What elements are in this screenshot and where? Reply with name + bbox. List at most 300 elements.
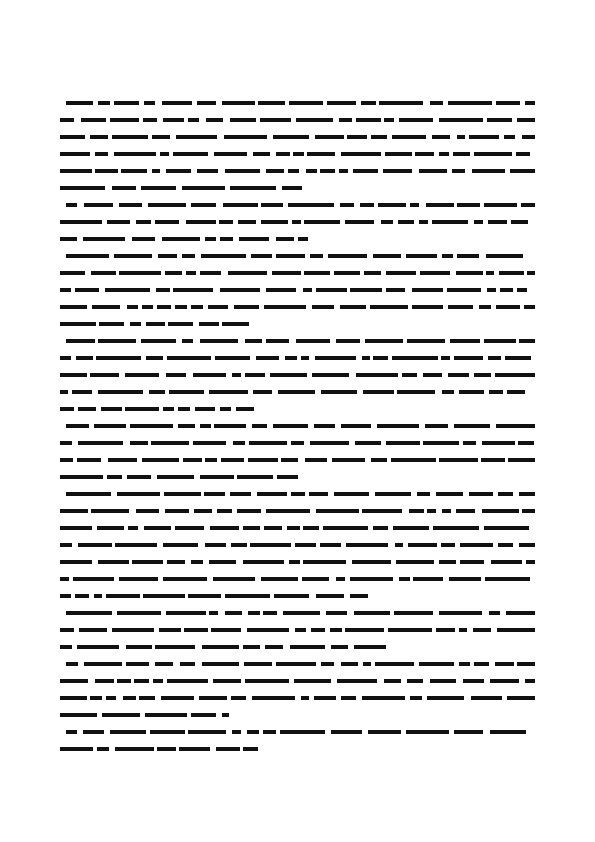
text-block: [296, 339, 330, 343]
text-block: [193, 373, 226, 377]
text-block: [98, 339, 136, 343]
text-block: [439, 560, 456, 564]
text-block: [90, 135, 108, 139]
text-block: [76, 356, 93, 360]
text-block: [84, 203, 113, 207]
text-block: [450, 339, 480, 343]
text-block: [460, 543, 493, 547]
text-block: [220, 407, 231, 411]
text-block: [209, 560, 236, 564]
text-block: [60, 645, 72, 649]
text-block: [507, 696, 535, 700]
text-block: [249, 441, 287, 445]
text-block: [95, 152, 108, 156]
text-block: [526, 560, 535, 564]
text-block: [430, 101, 443, 105]
text-block: [423, 441, 459, 445]
text-block: [110, 118, 139, 122]
text-block: [287, 526, 300, 530]
text-block: [130, 441, 148, 445]
text-block: [278, 390, 315, 394]
text-block: [511, 220, 528, 224]
text-block: [499, 271, 524, 275]
text-block: [505, 356, 531, 360]
text-block: [143, 118, 157, 122]
text-block: [159, 628, 181, 632]
text-block: [301, 356, 309, 360]
text-line: [60, 266, 535, 283]
text-block: [397, 390, 435, 394]
text-block: [248, 611, 260, 615]
text-block: [264, 526, 282, 530]
text-block: [306, 169, 317, 173]
text-block: [510, 169, 535, 173]
text-block: [391, 458, 436, 462]
text-block: [225, 594, 270, 598]
text-block: [66, 730, 77, 734]
text-block: [117, 492, 160, 496]
text-block: [60, 186, 105, 190]
text-block: [186, 271, 196, 275]
text-block: [419, 220, 428, 224]
text-block: [417, 492, 430, 496]
text-block: [517, 662, 535, 666]
text-block: [484, 526, 529, 530]
text-block: [506, 611, 535, 615]
text-block: [488, 356, 501, 360]
text-block: [182, 254, 195, 258]
text-block: [363, 662, 371, 666]
text-block: [469, 135, 499, 139]
text-block: [328, 254, 367, 258]
text-block: [66, 101, 93, 105]
text-block: [98, 101, 110, 105]
text-block: [486, 271, 494, 275]
text-block: [219, 220, 233, 224]
text-block: [295, 543, 316, 547]
text-block: [99, 322, 124, 326]
text-block: [522, 135, 535, 139]
text-block: [496, 424, 535, 428]
text-block: [311, 628, 325, 632]
text-block: [276, 237, 294, 241]
text-block: [180, 662, 195, 666]
text-block: [194, 509, 212, 513]
text-block: [291, 492, 305, 496]
text-block: [161, 696, 194, 700]
text-block: [304, 271, 330, 275]
text-block: [210, 526, 239, 530]
text-block: [412, 305, 443, 309]
text-block: [407, 339, 445, 343]
text-line: [60, 453, 535, 470]
text-block: [263, 730, 276, 734]
paragraph: [60, 419, 535, 487]
text-block: [270, 373, 307, 377]
text-block: [407, 679, 423, 683]
text-block: [442, 509, 451, 513]
text-block: [222, 101, 255, 105]
text-block: [354, 645, 386, 649]
text-block: [197, 169, 218, 173]
text-block: [426, 203, 454, 207]
text-block: [60, 475, 103, 479]
text-block: [474, 662, 489, 666]
text-block: [106, 696, 116, 700]
text-block: [399, 577, 410, 581]
text-block: [224, 135, 267, 139]
text-block: [60, 679, 88, 683]
text-block: [145, 713, 187, 717]
text-block: [413, 577, 443, 581]
text-block: [508, 458, 535, 462]
text-line: [60, 181, 535, 198]
text-block: [427, 509, 436, 513]
text-block: [184, 628, 208, 632]
text-block: [150, 730, 185, 734]
text-block: [420, 271, 450, 275]
text-block: [188, 730, 226, 734]
text-block: [386, 288, 405, 292]
text-line: [60, 504, 535, 521]
text-block: [482, 441, 515, 445]
text-block: [463, 441, 476, 445]
text-block: [495, 373, 535, 377]
paragraph: [60, 198, 535, 249]
text-block: [81, 118, 106, 122]
text-block: [273, 424, 308, 428]
text-block: [215, 356, 250, 360]
text-block: [155, 662, 173, 666]
text-block: [485, 577, 530, 581]
text-block: [166, 611, 206, 615]
text-block: [247, 628, 289, 632]
text-block: [385, 152, 412, 156]
text-block: [157, 305, 171, 309]
text-block: [368, 730, 401, 734]
text-block: [330, 628, 342, 632]
text-block: [354, 611, 390, 615]
text-block: [384, 679, 401, 683]
text-block: [126, 662, 149, 666]
text-block: [495, 662, 514, 666]
text-block: [199, 322, 219, 326]
text-block: [487, 118, 512, 122]
text-block: [66, 254, 109, 258]
text-block: [73, 577, 114, 581]
text-block: [217, 509, 232, 513]
text-block: [459, 390, 484, 394]
text-block: [252, 696, 295, 700]
text-block: [439, 152, 449, 156]
text-block: [290, 645, 325, 649]
text-block: [519, 339, 535, 343]
text-block: [256, 356, 279, 360]
text-block: [191, 305, 203, 309]
text-line: [60, 232, 535, 249]
text-block: [125, 373, 159, 377]
text-block: [378, 203, 406, 207]
paragraph: [60, 96, 535, 198]
text-block: [334, 492, 369, 496]
text-block: [117, 679, 131, 683]
text-block: [258, 101, 285, 105]
text-block: [60, 543, 72, 547]
text-block: [302, 577, 329, 581]
text-block: [473, 628, 491, 632]
text-block: [457, 254, 479, 258]
text-block: [191, 560, 203, 564]
text-block: [384, 118, 394, 122]
text-line: [60, 351, 535, 368]
text-block: [392, 356, 438, 360]
text-block: [341, 662, 358, 666]
text-block: [276, 662, 316, 666]
text-block: [341, 696, 356, 700]
text-block: [496, 305, 520, 309]
text-block: [362, 356, 370, 360]
text-block: [60, 509, 88, 513]
text-block: [173, 288, 213, 292]
text-block: [518, 441, 534, 445]
text-block: [406, 730, 449, 734]
text-block: [436, 492, 463, 496]
text-block: [456, 509, 475, 513]
text-block: [361, 101, 376, 105]
text-block: [327, 101, 356, 105]
text-block: [163, 407, 174, 411]
text-block: [519, 492, 535, 496]
text-block: [320, 169, 335, 173]
text-block: [106, 594, 140, 598]
text-block: [136, 220, 151, 224]
text-block: [519, 543, 535, 547]
text-line: [60, 317, 535, 334]
paragraph: [60, 334, 535, 419]
text-block: [66, 203, 77, 207]
text-block: [371, 458, 387, 462]
text-block: [201, 254, 246, 258]
text-block: [114, 101, 139, 105]
text-block: [454, 356, 483, 360]
text-block: [243, 645, 260, 649]
text-block: [263, 611, 277, 615]
text-block: [280, 730, 325, 734]
text-block: [60, 271, 85, 275]
text-block: [525, 679, 535, 683]
text-block: [309, 492, 328, 496]
text-line: [60, 249, 535, 266]
text-block: [341, 424, 371, 428]
text-block: [91, 271, 116, 275]
text-block: [447, 288, 481, 292]
text-block: [163, 118, 184, 122]
text-block: [60, 407, 74, 411]
text-block: [285, 356, 297, 360]
text-block: [381, 220, 393, 224]
text-block: [243, 560, 284, 564]
text-block: [66, 424, 89, 428]
text-block: [362, 696, 405, 700]
text-block: [448, 373, 469, 377]
text-block: [175, 526, 204, 530]
text-block: [409, 509, 424, 513]
text-block: [127, 475, 151, 479]
text-block: [260, 118, 291, 122]
text-block: [60, 628, 74, 632]
text-block: [60, 696, 87, 700]
text-block: [230, 118, 256, 122]
text-block: [427, 696, 464, 700]
text-block: [371, 135, 387, 139]
text-block: [321, 662, 334, 666]
text-block: [436, 628, 455, 632]
text-block: [402, 373, 417, 377]
text-block: [463, 679, 484, 683]
text-block: [114, 254, 152, 258]
text-block: [143, 594, 185, 598]
text-line: [60, 96, 535, 113]
text-block: [310, 441, 349, 445]
text-block: [166, 373, 186, 377]
text-block: [399, 118, 433, 122]
text-block: [95, 169, 118, 173]
text-block: [496, 101, 520, 105]
text-block: [146, 322, 165, 326]
text-line: [60, 283, 535, 300]
text-block: [472, 169, 505, 173]
text-block: [272, 271, 301, 275]
text-block: [439, 458, 478, 462]
text-block: [305, 458, 327, 462]
text-block: [168, 322, 193, 326]
text-block: [90, 373, 119, 377]
text-block: [176, 135, 217, 139]
text-block: [60, 458, 73, 462]
text-block: [410, 203, 419, 207]
text-block: [314, 696, 336, 700]
text-block: [288, 203, 334, 207]
text-block: [94, 424, 126, 428]
text-block: [148, 203, 186, 207]
text-block: [383, 169, 412, 173]
text-block: [108, 458, 137, 462]
text-block: [152, 169, 160, 173]
text-block: [153, 679, 163, 683]
text-block: [498, 492, 513, 496]
text-block: [257, 492, 287, 496]
text-block: [214, 152, 247, 156]
text-block: [110, 730, 146, 734]
text-block: [442, 254, 453, 258]
text-block: [415, 152, 434, 156]
text-block: [130, 424, 173, 428]
text-block: [289, 560, 300, 564]
text-block: [60, 713, 97, 717]
text-block: [432, 135, 450, 139]
text-block: [204, 492, 225, 496]
text-line: [60, 419, 535, 436]
text-block: [193, 441, 226, 445]
text-block: [165, 509, 189, 513]
text-block: [191, 713, 216, 717]
text-block: [484, 339, 516, 343]
text-line: [60, 589, 535, 606]
text-block: [261, 577, 298, 581]
text-block: [497, 628, 535, 632]
text-block: [265, 645, 283, 649]
text-block: [77, 645, 119, 649]
text-block: [223, 203, 258, 207]
text-block: [163, 543, 198, 547]
text-block: [95, 679, 114, 683]
document-body: [60, 96, 535, 759]
text-line: [60, 725, 535, 742]
text-line: [60, 538, 535, 555]
text-block: [314, 424, 335, 428]
text-block: [456, 271, 483, 275]
text-block: [188, 594, 221, 598]
text-block: [119, 577, 158, 581]
text-line: [60, 470, 535, 487]
text-block: [213, 577, 255, 581]
text-block: [155, 220, 179, 224]
text-block: [448, 101, 492, 105]
text-block: [517, 288, 527, 292]
text-block: [484, 203, 517, 207]
text-line: [60, 436, 535, 453]
text-block: [339, 169, 348, 173]
text-block: [253, 152, 270, 156]
text-block: [139, 696, 155, 700]
text-block: [452, 169, 465, 173]
text-block: [107, 475, 122, 479]
text-block: [60, 594, 71, 598]
text-block: [121, 169, 147, 173]
text-block: [79, 628, 107, 632]
text-block: [60, 288, 71, 292]
text-block: [439, 118, 483, 122]
text-line: [60, 164, 535, 181]
text-block: [167, 560, 185, 564]
text-block: [373, 526, 388, 530]
text-block: [498, 543, 513, 547]
text-block: [347, 135, 367, 139]
text-block: [178, 407, 190, 411]
text-line: [60, 657, 535, 674]
text-block: [379, 101, 423, 105]
text-block: [303, 288, 312, 292]
text-block: [169, 390, 204, 394]
text-block: [66, 492, 111, 496]
text-block: [60, 322, 96, 326]
text-block: [303, 560, 346, 564]
text-block: [320, 543, 341, 547]
text-block: [448, 305, 473, 309]
text-block: [500, 288, 513, 292]
text-line: [60, 742, 535, 759]
text-line: [60, 623, 535, 640]
text-block: [231, 543, 247, 547]
text-line: [60, 402, 535, 419]
text-block: [216, 747, 240, 751]
text-block: [75, 288, 99, 292]
text-block: [504, 135, 515, 139]
text-block: [164, 492, 201, 496]
text-block: [274, 594, 309, 598]
paragraph: [60, 725, 535, 759]
text-block: [273, 135, 309, 139]
